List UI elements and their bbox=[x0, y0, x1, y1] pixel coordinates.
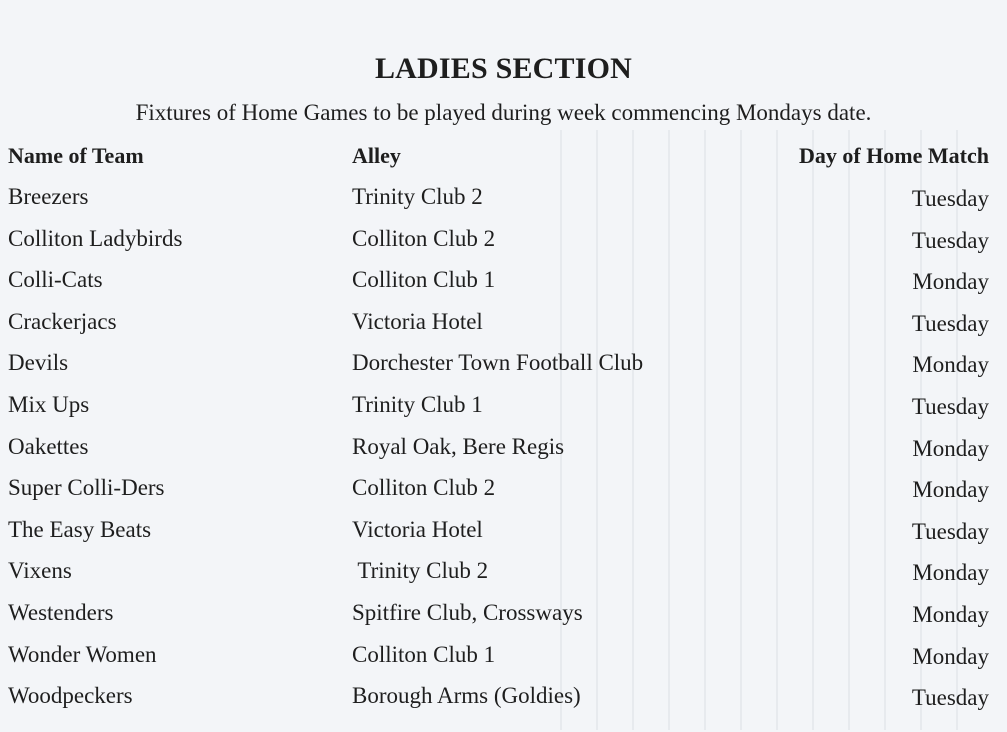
match-day: Monday bbox=[912, 477, 989, 503]
alley-name: Royal Oak, Bere Regis bbox=[352, 433, 565, 459]
team-name: Super Colli-Ders bbox=[8, 475, 165, 501]
team-name: Breezers bbox=[8, 184, 89, 209]
match-day: Tuesday bbox=[911, 227, 989, 253]
match-day: Monday bbox=[912, 435, 989, 461]
section-subtitle: Fixtures of Home Games to be played during week commencing Mondays date. bbox=[135, 100, 872, 125]
alley-name: Spitfire Club, Crossways bbox=[352, 599, 583, 625]
alley-name: Colliton Club 1 bbox=[352, 641, 496, 667]
table-row bbox=[0, 556, 1007, 598]
team-name: Vixens bbox=[8, 558, 72, 584]
table-row bbox=[0, 515, 1007, 557]
team-name: Colliton Ladybirds bbox=[8, 225, 183, 251]
table-row bbox=[0, 598, 1007, 640]
column-header-alley: Alley bbox=[352, 143, 401, 168]
alley-name: Colliton Club 1 bbox=[352, 267, 496, 293]
team-name: Oakettes bbox=[8, 433, 89, 459]
alley-name: Dorchester Town Football Club bbox=[352, 350, 644, 376]
team-name: The Easy Beats bbox=[8, 516, 152, 542]
team-name: Woodpeckers bbox=[8, 683, 133, 709]
table-row bbox=[0, 182, 1007, 224]
column-header-day: Day of Home Match bbox=[798, 143, 989, 168]
match-day: Monday bbox=[912, 560, 989, 586]
match-day: Tuesday bbox=[911, 186, 989, 211]
match-day: Tuesday bbox=[911, 310, 989, 336]
alley-name: Victoria Hotel bbox=[352, 308, 483, 334]
column-header-team: Name of Team bbox=[8, 143, 144, 168]
alley-name: Colliton Club 2 bbox=[352, 475, 496, 501]
match-day: Monday bbox=[912, 352, 989, 378]
alley-name: Colliton Club 2 bbox=[352, 225, 496, 251]
table-row bbox=[0, 473, 1007, 515]
match-day: Tuesday bbox=[911, 685, 989, 711]
fixtures-table bbox=[0, 182, 1007, 732]
team-name: Devils bbox=[8, 350, 69, 376]
table-row bbox=[0, 224, 1007, 266]
team-name: Mix Ups bbox=[8, 391, 90, 417]
table-row bbox=[0, 390, 1007, 432]
match-day: Monday bbox=[912, 643, 989, 669]
table-row bbox=[0, 681, 1007, 723]
alley-name: Borough Arms (Goldies) bbox=[352, 683, 581, 709]
table-row bbox=[0, 307, 1007, 349]
team-name: Crackerjacs bbox=[8, 308, 117, 334]
alley-name: Trinity Club 1 bbox=[352, 391, 483, 417]
match-day: Monday bbox=[912, 601, 989, 627]
table-row bbox=[0, 265, 1007, 307]
team-name: Wonder Women bbox=[8, 641, 157, 667]
section-title: LADIES SECTION bbox=[374, 52, 633, 85]
alley-name: Victoria Hotel bbox=[352, 516, 483, 542]
alley-name: Trinity Club 2 bbox=[352, 184, 483, 209]
team-name: Westenders bbox=[8, 599, 114, 625]
table-row bbox=[0, 348, 1007, 390]
match-day: Tuesday bbox=[911, 393, 989, 419]
table-row bbox=[0, 640, 1007, 682]
table-row bbox=[0, 432, 1007, 474]
team-name: Colli-Cats bbox=[8, 267, 103, 293]
alley-name: Trinity Club 2 bbox=[352, 558, 489, 584]
match-day: Monday bbox=[912, 269, 989, 295]
match-day: Tuesday bbox=[911, 518, 989, 544]
